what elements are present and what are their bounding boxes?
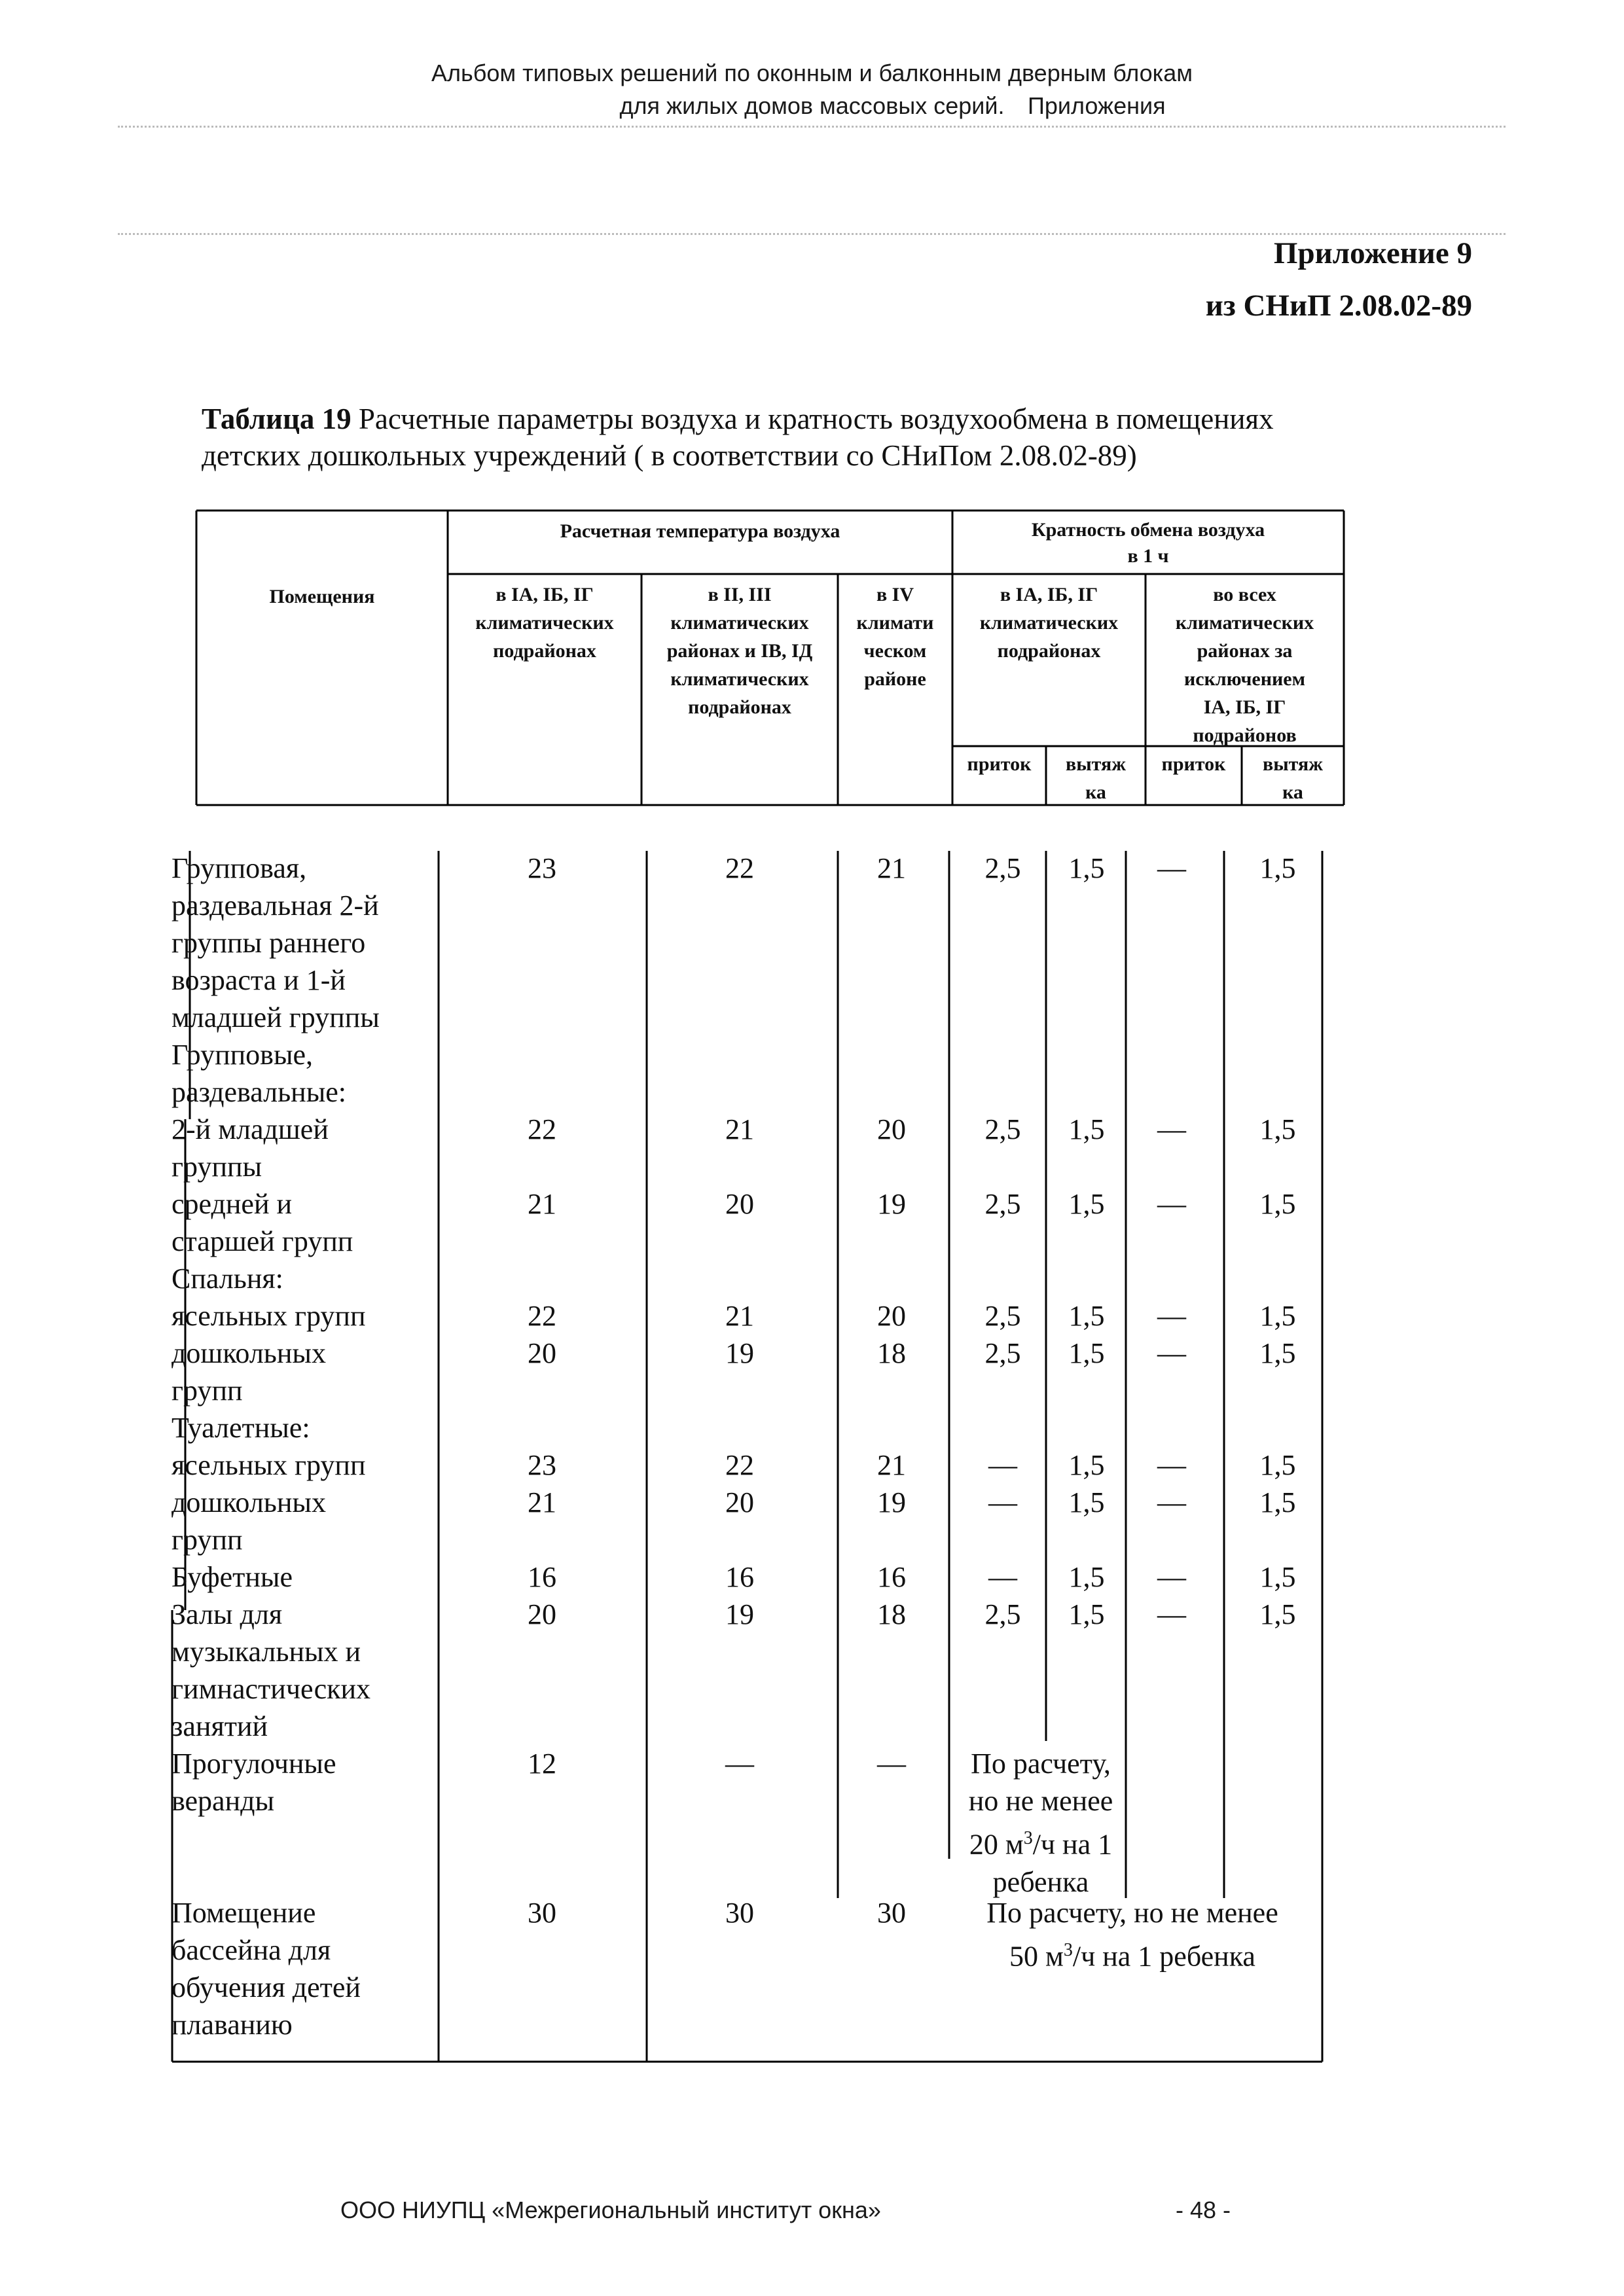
cell-r3b-col1: 20 — [528, 1337, 556, 1369]
label-line: групп — [171, 1374, 243, 1407]
header-line: климатических — [979, 612, 1119, 634]
label-line: Групповые, — [171, 1039, 314, 1071]
scan-divider — [118, 233, 1506, 235]
cell-r1-col1: 23 — [528, 852, 556, 884]
label-line: Залы для — [171, 1598, 283, 1630]
cell-r7-col1: 12 — [528, 1748, 556, 1780]
header-line: подрайонах — [688, 696, 791, 718]
header-line: районах и IB, IД — [666, 640, 813, 662]
header-line: климати — [856, 612, 934, 634]
cell-r4b-col2: 20 — [725, 1486, 754, 1518]
cell-r1-col7: 1,5 — [1259, 852, 1296, 884]
label-line: группы — [171, 1151, 262, 1183]
header-air-exchange-line2: в 1 ч — [1127, 545, 1169, 567]
label-line: раздевальные: — [171, 1076, 347, 1108]
header-line: районах за — [1197, 640, 1293, 662]
label-line: младшей группы — [171, 1001, 380, 1033]
cell-r2a-col4: 2,5 — [984, 1113, 1021, 1145]
header-temp-col-1 — [448, 581, 641, 665]
footer-page-number: - 48 - — [1176, 2197, 1231, 2223]
cell-r4b-col1: 21 — [528, 1486, 556, 1518]
row-label-verandas — [171, 1745, 440, 1820]
note-unit: 20 м — [969, 1828, 1024, 1861]
cell-r3a-col2: 21 — [725, 1300, 754, 1332]
header-supply-2: приток — [1161, 753, 1226, 775]
table-caption-text-1: Расчетные параметры воздуха и кратность воздухообмена в помещениях — [351, 403, 1274, 435]
cell-r4b-col3: 19 — [877, 1486, 906, 1518]
cell-r1-col3: 21 — [877, 852, 906, 884]
header-exchange-col-1 — [952, 581, 1146, 665]
running-header-line2 — [0, 93, 1624, 119]
cell-r5-col6: — — [1157, 1561, 1186, 1593]
label-line: плаванию — [171, 2009, 293, 2041]
cell-r7-col3: — — [877, 1748, 906, 1780]
label-line: Помещение — [171, 1897, 316, 1929]
cell-r4a-col7: 1,5 — [1259, 1449, 1296, 1481]
header-exhaust-1 — [1046, 750, 1146, 806]
header-line: подрайонах — [997, 640, 1101, 662]
header-line: климатических — [670, 612, 809, 634]
cell-r4a-col2: 22 — [725, 1449, 754, 1481]
cell-r5-col2: 16 — [725, 1561, 754, 1593]
note-pool — [943, 1894, 1322, 1975]
cell-r2b-col2: 20 — [725, 1188, 754, 1220]
cell-r4b-col6: — — [1157, 1486, 1186, 1518]
cell-r6-col4: 2,5 — [984, 1598, 1021, 1630]
header-divider — [118, 126, 1506, 128]
running-header-series: для жилых домов массовых серий. — [619, 92, 1005, 119]
row-label-bedroom-preschool — [171, 1335, 440, 1409]
cell-r6-col1: 20 — [528, 1598, 556, 1630]
note-unit-rest: /ч на 1 — [1032, 1828, 1113, 1861]
cell-r8-col2: 30 — [725, 1897, 754, 1929]
header-line: IA, IБ, IГ — [1203, 696, 1286, 718]
label-line: возраста и 1-й — [171, 964, 346, 996]
note-line — [943, 1931, 1322, 1975]
label-line: раздевальная 2-й — [171, 889, 379, 922]
header-air-exchange — [952, 517, 1344, 569]
cell-r4a-col4: — — [988, 1449, 1017, 1481]
row-label-bedroom-nursery: ясельных групп — [171, 1300, 366, 1332]
header-temp-col-3 — [838, 581, 952, 693]
label-line: дошкольных — [171, 1486, 326, 1518]
cell-r2b-col3: 19 — [877, 1188, 906, 1220]
note-line: но не менее — [968, 1785, 1113, 1817]
cell-r4a-col5: 1,5 — [1068, 1449, 1105, 1481]
table-number: Таблица 19 — [202, 403, 352, 435]
cell-r2b-col7: 1,5 — [1259, 1188, 1296, 1220]
cell-r6-col2: 19 — [725, 1598, 754, 1630]
label-line: Прогулочные — [171, 1748, 336, 1780]
note-line: По расчету, но не менее — [986, 1897, 1278, 1929]
row-label-second-junior — [171, 1111, 440, 1185]
header-line: климатических — [670, 668, 809, 690]
row-label-pool — [171, 1894, 440, 2043]
header-line: климатических — [1175, 612, 1314, 634]
cell-r2a-col2: 21 — [725, 1113, 754, 1145]
cell-r4a-col6: — — [1157, 1449, 1186, 1481]
label-line: занятий — [171, 1710, 268, 1742]
header-temperature: Расчетная температура воздуха — [560, 520, 840, 542]
header-exhaust-2 — [1242, 750, 1344, 806]
cell-r4b-col4: — — [988, 1486, 1017, 1518]
cell-r8-col3: 30 — [877, 1897, 906, 1929]
cell-r2a-col1: 22 — [528, 1113, 556, 1145]
row-label-bedroom-heading: Спальня: — [171, 1263, 283, 1295]
label-line: 2-й младшей — [171, 1113, 329, 1145]
cell-r8-col1: 30 — [528, 1897, 556, 1929]
note-unit: 50 м — [1009, 1940, 1064, 1973]
cell-r7-col2: — — [725, 1748, 754, 1780]
cell-r2b-col6: — — [1157, 1188, 1186, 1220]
cell-r2b-col4: 2,5 — [984, 1188, 1021, 1220]
header-line: исключением — [1183, 668, 1306, 690]
row-label-middle-senior — [171, 1185, 440, 1260]
cell-r2b-col1: 21 — [528, 1188, 556, 1220]
note-unit-exp: 3 — [1023, 1828, 1033, 1848]
header-line: ческом — [863, 640, 927, 662]
label-line: старшей групп — [171, 1225, 353, 1257]
header-line: подрайонах — [493, 640, 596, 662]
row-label-toilet-heading: Туалетные: — [171, 1412, 310, 1444]
header-line: подрайонов — [1193, 725, 1297, 746]
note-unit-exp: 3 — [1063, 1940, 1073, 1960]
header-line: в IA, IБ, IГ — [1000, 584, 1098, 605]
row-label-group-heading — [171, 1036, 440, 1111]
cell-r3a-col5: 1,5 — [1068, 1300, 1105, 1332]
cell-r6-col6: — — [1157, 1598, 1186, 1630]
appendix-title: Приложение 9 — [1273, 236, 1472, 270]
note-line — [943, 1820, 1139, 1863]
cell-r3a-col1: 22 — [528, 1300, 556, 1332]
cell-r6-col3: 18 — [877, 1598, 906, 1630]
header-line: ка — [1282, 781, 1303, 803]
cell-r3b-col3: 18 — [877, 1337, 906, 1369]
cell-r1-col4: 2,5 — [984, 852, 1021, 884]
row-label-halls — [171, 1596, 440, 1745]
cell-r3a-col7: 1,5 — [1259, 1300, 1296, 1332]
label-line: групп — [171, 1524, 243, 1556]
label-line: дошкольных — [171, 1337, 326, 1369]
header-line: в IA, IБ, IГ — [496, 584, 594, 605]
cell-r3b-col6: — — [1157, 1337, 1186, 1369]
cell-r3b-col4: 2,5 — [984, 1337, 1021, 1369]
label-line: веранды — [171, 1785, 275, 1817]
appendix-source: из СНиП 2.08.02-89 — [1205, 289, 1472, 323]
label-line: бассейна для — [171, 1934, 331, 1966]
label-line: средней и — [171, 1188, 293, 1220]
cell-r1-col2: 22 — [725, 852, 754, 884]
header-line: в IV — [876, 584, 914, 605]
header-line: районе — [864, 668, 926, 690]
cell-r4b-col5: 1,5 — [1068, 1486, 1105, 1518]
cell-r2a-col6: — — [1157, 1113, 1186, 1145]
cell-r5-col5: 1,5 — [1068, 1561, 1105, 1593]
cell-r4b-col7: 1,5 — [1259, 1486, 1296, 1518]
cell-r3a-col3: 20 — [877, 1300, 906, 1332]
running-header-line1: Альбом типовых решений по оконным и балконным дверным блокам — [431, 60, 1193, 86]
label-line: музыкальных и — [171, 1636, 361, 1668]
header-line: во всех — [1213, 584, 1276, 605]
note-line: По расчету, — [971, 1748, 1111, 1780]
cell-r4a-col3: 21 — [877, 1449, 906, 1481]
header-line: вытяж — [1263, 753, 1323, 775]
label-line: группы раннего — [171, 927, 366, 959]
cell-r3a-col4: 2,5 — [984, 1300, 1021, 1332]
header-exchange-col-2 — [1146, 581, 1344, 749]
header-line: ка — [1085, 781, 1106, 803]
cell-r5-col1: 16 — [528, 1561, 556, 1593]
header-rooms: Помещения — [269, 586, 375, 607]
table-caption — [202, 401, 1471, 474]
row-label-pantry: Буфетные — [171, 1561, 293, 1593]
cell-r3b-col7: 1,5 — [1259, 1337, 1296, 1369]
row-label-group-early — [171, 850, 440, 1036]
cell-r6-col5: 1,5 — [1068, 1598, 1105, 1630]
cell-r2a-col5: 1,5 — [1068, 1113, 1105, 1145]
cell-r1-col6: — — [1157, 852, 1186, 884]
cell-r6-col7: 1,5 — [1259, 1598, 1296, 1630]
note-line: ребенка — [992, 1865, 1089, 1898]
label-line: Групповая, — [171, 852, 307, 884]
row-label-toilet-preschool — [171, 1484, 440, 1558]
cell-r3b-col2: 19 — [725, 1337, 754, 1369]
cell-r3b-col5: 1,5 — [1068, 1337, 1105, 1369]
cell-r2a-col3: 20 — [877, 1113, 906, 1145]
header-line: в II, III — [708, 584, 772, 605]
label-line: обучения детей — [171, 1971, 361, 2003]
note-unit-rest: /ч на 1 ребенка — [1072, 1940, 1255, 1973]
header-supply-1: приток — [967, 753, 1032, 775]
running-header-section: Приложения — [1028, 92, 1166, 119]
label-line: гимнастических — [171, 1673, 371, 1705]
header-air-exchange-line1: Кратность обмена воздуха — [1031, 519, 1265, 541]
footer-organization: ООО НИУПЦ «Межрегиональный институт окна» — [340, 2197, 881, 2223]
note-verandas — [943, 1745, 1139, 1901]
cell-r2a-col7: 1,5 — [1259, 1113, 1296, 1145]
cell-r2b-col5: 1,5 — [1068, 1188, 1105, 1220]
table-caption-text-2: детских дошкольных учреждений ( в соответствии со СНиПом 2.08.02-89) — [202, 439, 1137, 472]
cell-r5-col7: 1,5 — [1259, 1561, 1296, 1593]
cell-r1-col5: 1,5 — [1068, 852, 1105, 884]
cell-r5-col4: — — [988, 1561, 1017, 1593]
header-line: вытяж — [1066, 753, 1126, 775]
header-temp-col-2 — [641, 581, 838, 721]
row-label-toilet-nursery: ясельных групп — [171, 1449, 366, 1481]
cell-r5-col3: 16 — [877, 1561, 906, 1593]
header-line: климатических — [475, 612, 614, 634]
cell-r3a-col6: — — [1157, 1300, 1186, 1332]
cell-r4a-col1: 23 — [528, 1449, 556, 1481]
